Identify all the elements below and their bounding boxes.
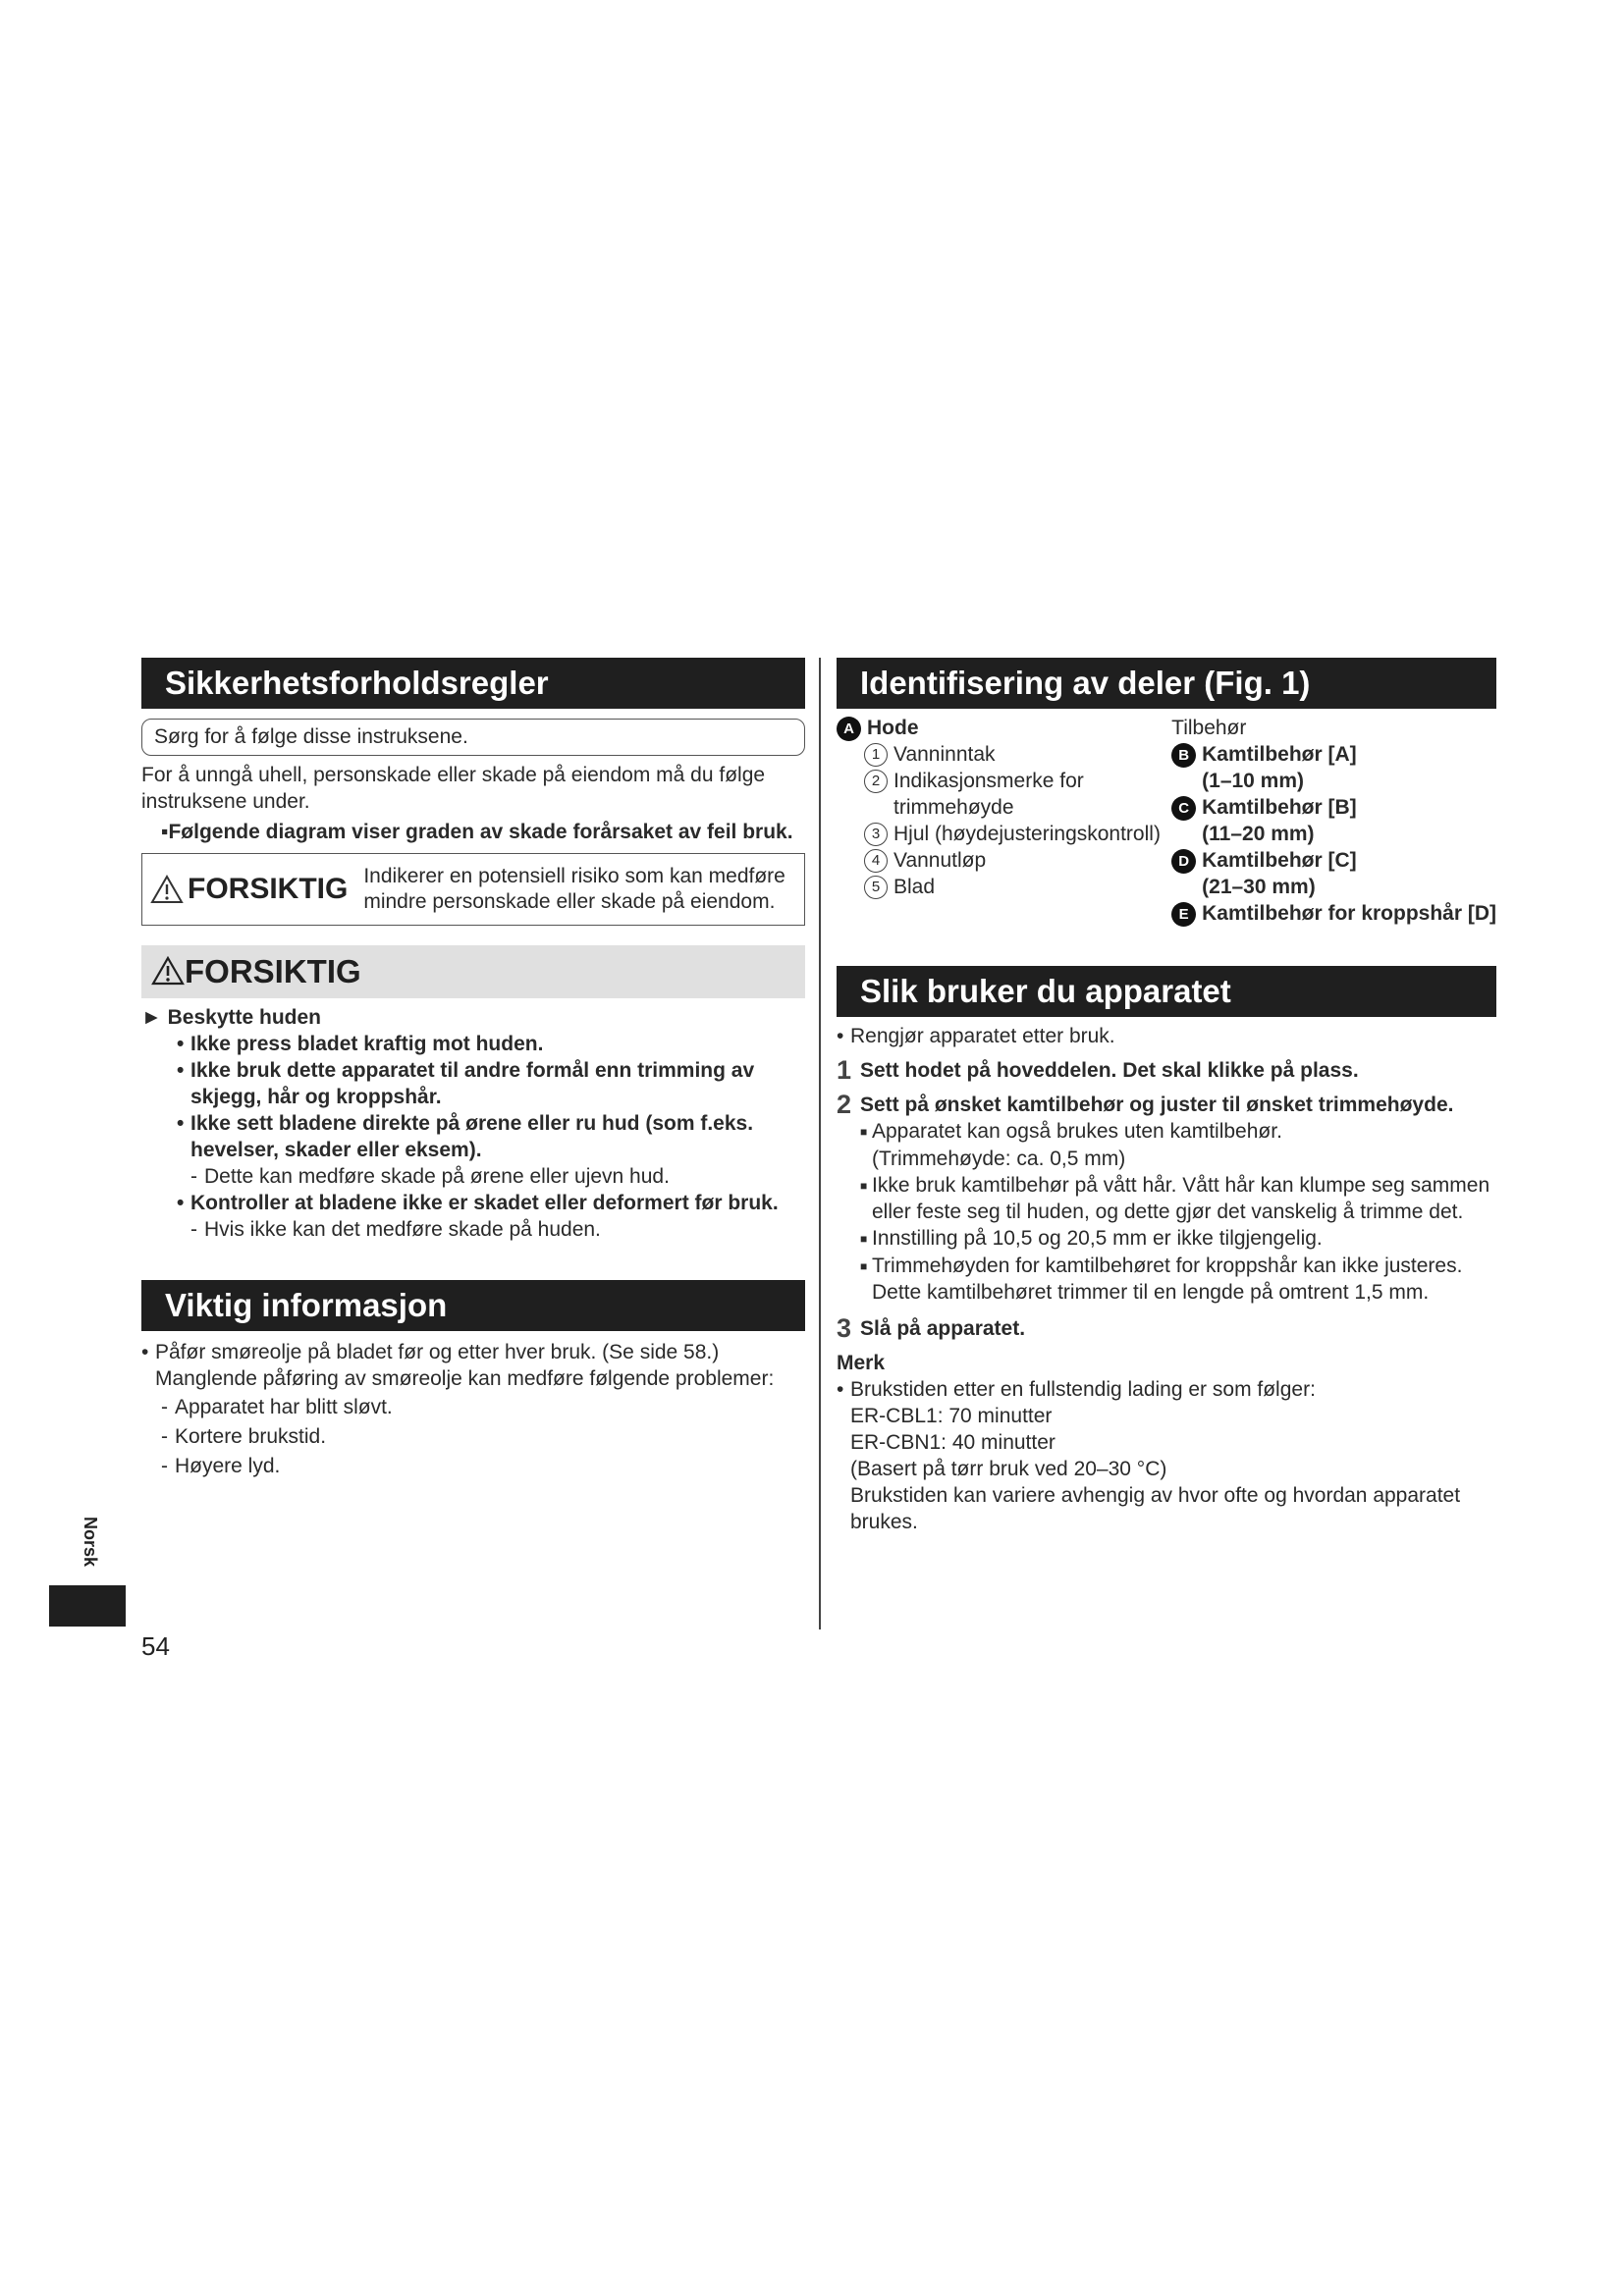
caution-heading bbox=[141, 945, 805, 998]
accessory-item: D Kamtilbehør [C] bbox=[1171, 847, 1496, 874]
page-number: 54 bbox=[141, 1631, 170, 1661]
head-label: A Hode bbox=[837, 715, 1171, 741]
accessories bbox=[1171, 715, 1496, 927]
safety-title: Sikkerhetsforholdsregler bbox=[141, 658, 805, 709]
circled-number-icon: 5 bbox=[864, 876, 888, 899]
caution-item: • Ikke bruk dette apparatet til andre formål enn trimming av skjegg, hår og kroppshår. bbox=[177, 1059, 755, 1108]
part-item: 2 Indikasjonsmerke for bbox=[864, 768, 1171, 794]
step-number: 3 bbox=[837, 1313, 852, 1343]
badge-c-icon: C bbox=[1171, 796, 1196, 821]
step-number: 2 bbox=[837, 1090, 852, 1119]
accessories-label: Tilbehør bbox=[1171, 717, 1247, 739]
circled-number-icon: 3 bbox=[864, 823, 888, 846]
clean-note: • Rengjør apparatet etter bruk. bbox=[837, 1025, 1115, 1047]
problem-list bbox=[141, 1394, 805, 1479]
merk-heading: Merk bbox=[837, 1352, 886, 1374]
part-item: 4 Vannutløp bbox=[864, 847, 1171, 874]
step-3: 3 Slå på apparatet. bbox=[837, 1313, 1026, 1343]
arrow-right-icon: ► bbox=[141, 1006, 162, 1029]
language-tab bbox=[49, 1585, 126, 1627]
caution-item: • Kontroller at bladene ikke er skadet eller deformert før bruk. bbox=[177, 1192, 779, 1214]
warning-triangle-icon bbox=[151, 956, 185, 986]
caution-list bbox=[141, 1031, 805, 1243]
caution-item: • Ikke press bladet kraftig mot huden. bbox=[177, 1033, 544, 1055]
column-divider bbox=[819, 658, 821, 1629]
runtime-line: (Basert på tørr bruk ved 20–30 °C) bbox=[850, 1458, 1167, 1480]
badge-a-icon: A bbox=[837, 717, 861, 741]
parts-section bbox=[837, 715, 1496, 927]
runtime-line: ER-CBL1: 70 minutter bbox=[850, 1405, 1053, 1427]
step-2-notes bbox=[837, 1118, 1496, 1306]
diagram-note-text: Følgende diagram viser graden av skade forårsaket av feil bruk. bbox=[168, 821, 793, 843]
step-note: ■ Innstilling på 10,5 og 20,5 mm er ikke tilgjengelig. bbox=[860, 1227, 1323, 1250]
diagram-note bbox=[141, 819, 805, 845]
accessory-range: (21–30 mm) bbox=[1202, 876, 1316, 898]
caution-description: Indikerer en potensiell risiko som kan medføre mindre personskade eller skade på eiendom. bbox=[363, 865, 785, 913]
accessory-item: B Kamtilbehør [A] bbox=[1171, 741, 1496, 768]
diagram-note-marker: ▪ bbox=[161, 821, 169, 843]
important-line1: • Påfør smøreolje på bladet før og etter hver bruk. (Se side 58.) bbox=[141, 1341, 720, 1363]
caution-subheading-text: Beskytte huden bbox=[167, 1006, 322, 1029]
circled-number-icon: 1 bbox=[864, 743, 888, 767]
step-note: ■ Ikke bruk kamtilbehør på vått hår. Vått hår kan klumpe seg sammen eller feste seg til huden, og dette gjør det vanskelig å trimme det. bbox=[860, 1174, 1490, 1223]
parts-list bbox=[837, 741, 1171, 900]
problem-item: - Høyere lyd. bbox=[161, 1455, 281, 1477]
language-label: Norsk bbox=[81, 1517, 100, 1568]
caution-subnote: - Hvis ikke kan det medføre skade på huden. bbox=[190, 1218, 601, 1241]
warning-triangle-icon bbox=[150, 875, 184, 904]
caution-subheading bbox=[141, 1004, 805, 1031]
follow-note-text: Sørg for å følge disse instruksene. bbox=[154, 725, 468, 748]
accessory-range: (1–10 mm) bbox=[1202, 770, 1305, 792]
step-note: ■ Trimmehøyden for kamtilbehøret for kroppshår kan ikke justeres. Dette kamtilbehøret trimmer til en lengde på omtrent 1,5 mm. bbox=[860, 1255, 1463, 1304]
step-1: 1 Sett hodet på hoveddelen. Det skal klikke på plass. bbox=[837, 1055, 1359, 1085]
problem-item: - Apparatet har blitt sløvt. bbox=[161, 1396, 393, 1418]
circled-number-icon: 4 bbox=[864, 849, 888, 873]
badge-b-icon: B bbox=[1171, 743, 1196, 768]
usage-title: Slik bruker du apparatet bbox=[837, 966, 1496, 1017]
circled-number-icon: 2 bbox=[864, 770, 888, 793]
accessory-range: (11–20 mm) bbox=[1202, 823, 1315, 845]
safety-intro: For å unngå uhell, personskade eller skade på eiendom må du følge instruksene under. bbox=[141, 764, 766, 813]
part-item-continuation: trimmehøyde bbox=[893, 796, 1014, 819]
step-number: 1 bbox=[837, 1055, 852, 1085]
caution-heading-text: FORSIKTIG bbox=[185, 953, 361, 989]
step-note: ■ Apparatet kan også brukes uten kamtilbehør. bbox=[860, 1120, 1282, 1143]
right-column bbox=[837, 658, 1496, 1535]
part-item: 1 Vanninntak bbox=[864, 741, 1171, 768]
parts-title: Identifisering av deler (Fig. 1) bbox=[837, 658, 1496, 709]
accessory-item: E Kamtilbehør for kroppshår [D] bbox=[1171, 900, 1496, 927]
step-2: 2 Sett på ønsket kamtilbehør og juster til ønsket trimmehøyde. bbox=[837, 1090, 1454, 1119]
badge-d-icon: D bbox=[1171, 849, 1196, 874]
runtime-line: Brukstiden kan variere avhengig av hvor ofte og hvordan apparatet brukes. bbox=[850, 1484, 1461, 1533]
caution-subnote: - Dette kan medføre skade på ørene eller ujevn hud. bbox=[190, 1165, 670, 1188]
problem-item: - Kortere brukstid. bbox=[161, 1425, 327, 1448]
left-column bbox=[141, 658, 805, 1479]
follow-note bbox=[141, 719, 805, 756]
important-title: Viktig informasjon bbox=[141, 1280, 805, 1331]
caution-item: • Ikke sett bladene direkte på ørene eller ru hud (som f.eks. hevelser, skader eller eksem). bbox=[177, 1112, 754, 1161]
part-item: 5 Blad bbox=[864, 874, 1171, 900]
runtime-line: ER-CBN1: 40 minutter bbox=[850, 1431, 1056, 1454]
runtime-lines bbox=[837, 1403, 1496, 1535]
caution-definition-box bbox=[141, 853, 805, 926]
runtime-intro: • Brukstiden etter en fullstendig lading er som følger: bbox=[837, 1378, 1316, 1401]
part-item: 3 Hjul (høydejusteringskontroll) bbox=[864, 821, 1171, 847]
badge-e-icon: E bbox=[1171, 902, 1196, 927]
caution-word: FORSIKTIG bbox=[188, 873, 349, 905]
parts-main bbox=[837, 715, 1171, 927]
important-line2: Manglende påføring av smøreolje kan medføre følgende problemer: bbox=[155, 1367, 775, 1390]
step-note-continuation: (Trimmehøyde: ca. 0,5 mm) bbox=[872, 1148, 1126, 1170]
accessory-item: C Kamtilbehør [B] bbox=[1171, 794, 1496, 821]
